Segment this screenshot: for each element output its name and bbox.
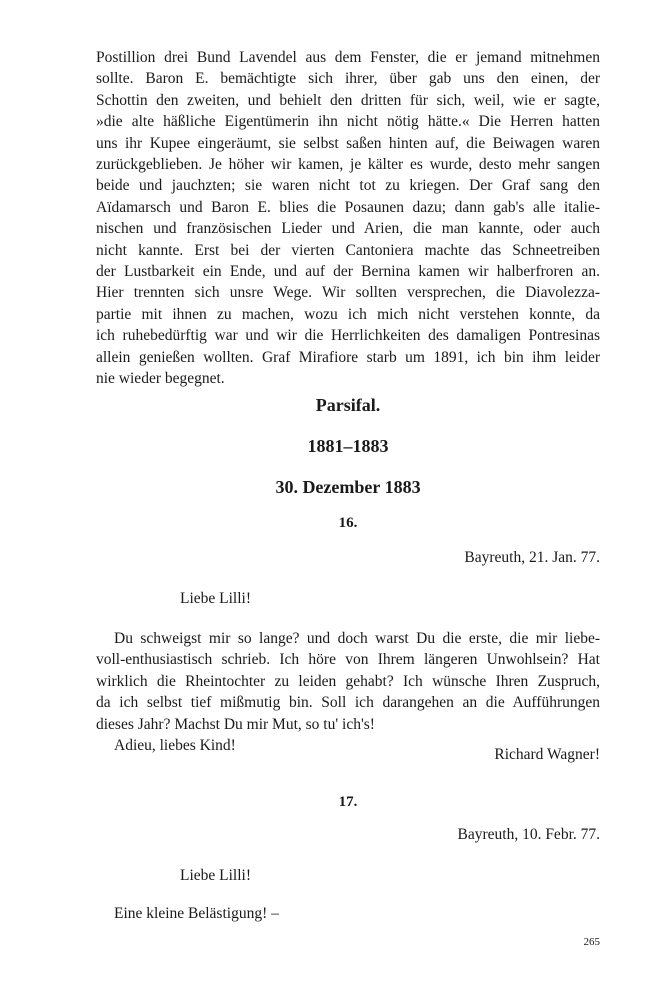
intro-line: ich ruhebedürftig war und wir die Herrlichkeiten des damaligen Pontresinas (96, 327, 600, 345)
intro-line: beide und jauchzten; sie waren nicht tot zu kriegen. Der Graf sang den (96, 177, 600, 195)
letter-16-place-date: Bayreuth, 21. Jan. 77. (464, 549, 600, 566)
letter-17-number: 17. (338, 794, 358, 810)
intro-line: nie wieder begegnet. (96, 370, 225, 388)
intro-line: nischen und französischen Lieder und Arien, die man kannte, oder auch (96, 220, 600, 238)
intro-line: allein genießen wollten. Graf Mirafiore starb um 1891, ich bin ihm leider (96, 348, 600, 366)
letter-16-line: Du schweigst mir so lange? und doch warst Du die erste, die mir liebe- (114, 630, 600, 647)
intro-line: partie mit ihnen zu machen, wozu ich mich nicht verstehen konnte, da (96, 305, 600, 323)
intro-line: uns ihr Kupee eingeräumt, sie selbst saßen hinten auf, die Beiwagen waren (96, 134, 600, 152)
letter-16-line: da ich selbst tief mißmutig bin. Soll ich darangehen an die Aufführungen (96, 694, 600, 712)
letter-16-signature: Richard Wagner! (494, 746, 600, 763)
letter-16-line: dieses Jahr? Machst Du mir Mut, so tu' ich's! (96, 715, 375, 733)
letter-17-salutation: Liebe Lilli! (180, 867, 252, 884)
intro-line: »die alte häßliche Eigentümerin ihn nicht nötig hätte.« Die Herren hatten (96, 113, 600, 131)
intro-line: Aïdamarsch und Baron E. blies die Posaunen dazu; dann gab's alle italie- (96, 198, 600, 216)
letter-16-body (96, 628, 600, 756)
page-number: 265 (583, 936, 600, 948)
letter-17-text: Eine kleine Belästigung! – (114, 905, 279, 922)
section-date: 30. Dezember 1883 (275, 477, 421, 497)
intro-paragraph (96, 47, 600, 390)
intro-line: sollte. Baron E. bemächtigte sich ihrer, über gab uns den einen, der (96, 70, 600, 88)
letter-17-place-date: Bayreuth, 10. Febr. 77. (457, 826, 600, 843)
letter-16-closing: Adieu, liebes Kind! (114, 737, 236, 755)
letter-16-number: 16. (338, 515, 358, 531)
intro-line: nicht kannte. Erst bei der vierten Cantoniera machte das Schneetreiben (96, 241, 600, 259)
intro-line: Schottin den zweiten, und behielt den dritten für sich, weil, wie er sagte, (96, 91, 600, 109)
section-title: Parsifal. (315, 395, 381, 415)
book-page (96, 47, 600, 948)
letter-16-salutation: Liebe Lilli! (180, 590, 252, 607)
letter-16-line: wirklich die Rheintochter zu leiden gehabt? Ich wünsche Ihren Zuspruch, (96, 672, 600, 690)
section-years: 1881–1883 (307, 436, 389, 456)
letter-16-line: voll-enthusiastisch schrieb. Ich höre von Ihrem längeren Unwohlsein? Hat (96, 651, 600, 669)
intro-line: Hier trennten sich unsre Wege. Wir sollten versprechen, die Diavolezza- (96, 284, 600, 302)
intro-line: Postillion drei Bund Lavendel aus dem Fenster, die er jemand mitnehmen (96, 49, 600, 66)
intro-line: der Lustbarkeit ein Ende, und auf der Bernina kamen wir halberfroren an. (96, 263, 600, 281)
intro-line: zurückgeblieben. Je höher wir kamen, je kälter es wurde, desto mehr sangen (96, 156, 600, 174)
